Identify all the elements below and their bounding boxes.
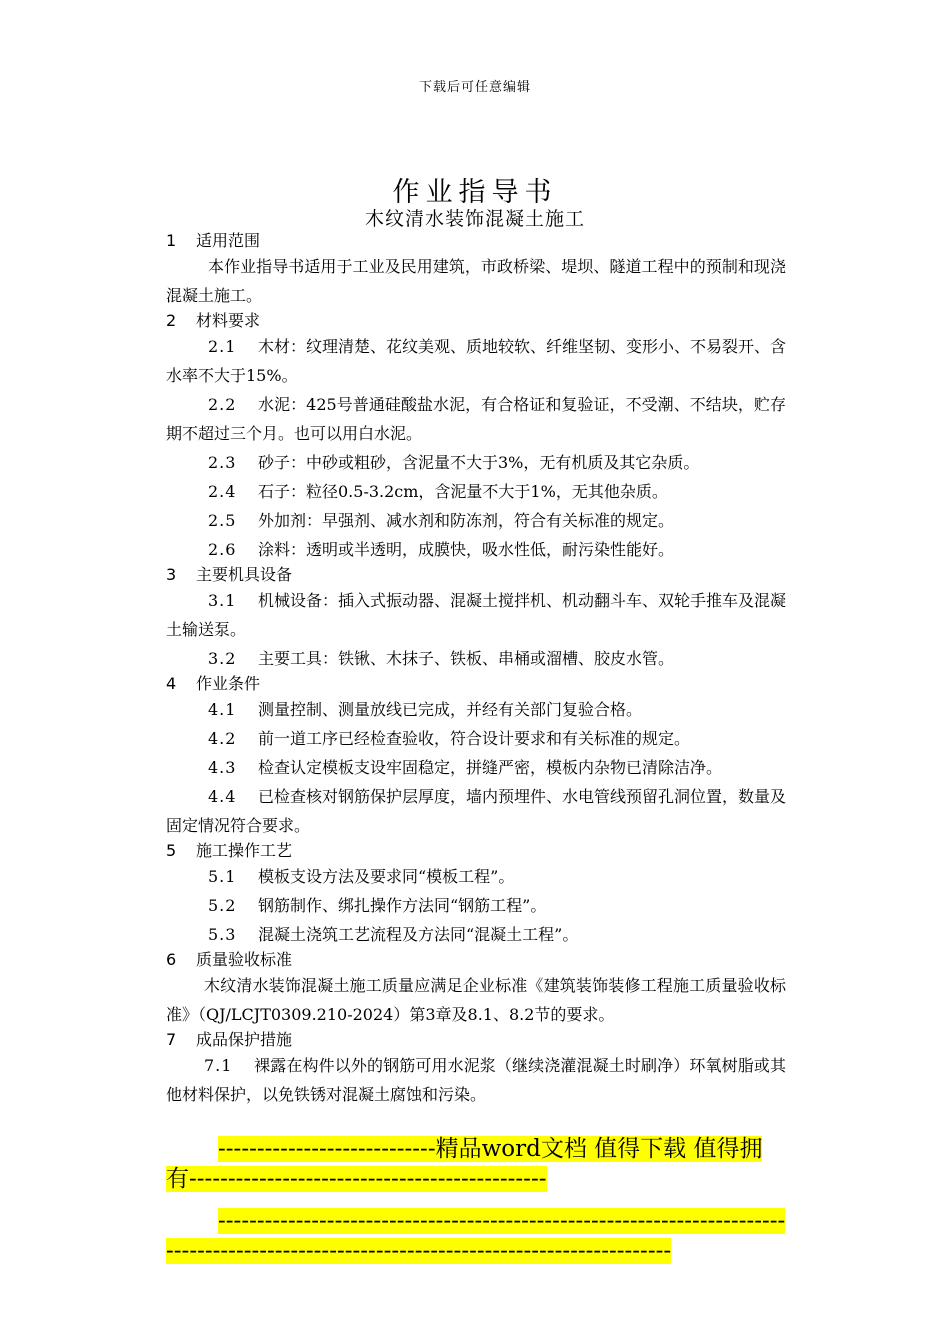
- list-item: [166, 695, 786, 724]
- page-header-note: 下载后可任意编辑: [418, 80, 531, 95]
- section-title: 施工操作工艺: [196, 841, 293, 860]
- item-number: 7.1: [204, 1056, 233, 1075]
- section-number: 6: [166, 950, 177, 969]
- list-item: [166, 332, 786, 390]
- item-text: 涂料：透明或半透明，成膜快，吸水性低，耐污染性能好。: [258, 540, 675, 559]
- section-number: 7: [166, 1030, 177, 1049]
- item-number: 3.1: [208, 591, 237, 610]
- item-text: 检查认定模板支设牢固稳定，拼缝严密，模板内杂物已清除洁净。: [258, 758, 723, 777]
- item-number: 4.1: [208, 700, 237, 719]
- section-number: 5: [166, 841, 177, 860]
- item-number: 2.6: [208, 540, 237, 559]
- item-text: 前一道工序已经检查验收，符合设计要求和有关标准的规定。: [258, 729, 691, 748]
- list-item: [166, 753, 786, 782]
- section-title: 主要机具设备: [196, 565, 293, 584]
- section-number: 2: [166, 311, 177, 330]
- section-title: 适用范围: [196, 231, 261, 250]
- list-item: [166, 586, 786, 644]
- list-item: [166, 506, 786, 535]
- section-heading-conditions: [166, 673, 786, 695]
- section-number: 4: [166, 674, 177, 693]
- section-paragraph: 本作业指导书适用于工业及民用建筑，市政桥梁、堤坝、隧道工程中的预制和现浇混凝土施工。: [166, 257, 786, 305]
- item-text: 水泥：425号普通硅酸盐水泥，有合格证和复验证，不受潮、不结块，贮存期不超过三个月。也可以用白水泥。: [166, 395, 786, 443]
- item-text: 钢筋制作、绑扎操作方法同“钢筋工程”。: [258, 896, 547, 915]
- section-heading-materials: [166, 310, 786, 332]
- section-title: 质量验收标准: [196, 950, 293, 969]
- item-text: 主要工具：铁锹、木抹子、铁板、串桶或溜槽、胶皮水管。: [258, 649, 675, 668]
- list-item: [166, 891, 786, 920]
- section-heading-equipment: [166, 564, 786, 586]
- section-title: 材料要求: [196, 311, 261, 330]
- document-body: [166, 230, 786, 1109]
- item-number: 4.3: [208, 758, 237, 777]
- section-number: 1: [166, 231, 177, 250]
- list-item: [166, 535, 786, 564]
- item-text: 裸露在构件以外的钢筋可用水泥浆（继续浇灌混凝土时刷净）环氧树脂或其他材料保护，以免铁锈对混凝土腐蚀和污染。: [166, 1056, 786, 1104]
- promo-divider: [166, 1206, 786, 1266]
- list-item: [166, 1051, 786, 1109]
- section-number: 3: [166, 565, 177, 584]
- section-heading-process: [166, 840, 786, 862]
- item-number: 3.2: [208, 649, 237, 668]
- item-number: 2.5: [208, 511, 237, 530]
- item-text: 石子：粒径0.5-3.2cm，含泥量不大于1%，无其他杂质。: [258, 482, 668, 501]
- list-item: [166, 448, 786, 477]
- document-title: 作业指导书: [392, 177, 558, 208]
- section-title: 成品保护措施: [196, 1030, 293, 1049]
- list-item: [166, 644, 786, 673]
- item-number: 4.4: [208, 787, 237, 806]
- highlighted-text: ------------------------------------------------------------------------------------------------------------------------------------------: [166, 1208, 786, 1264]
- item-number: 2.1: [208, 337, 237, 356]
- list-item: [166, 477, 786, 506]
- item-number: 5.2: [208, 896, 237, 915]
- list-item: [166, 920, 786, 949]
- item-number: 5.3: [208, 925, 237, 944]
- list-item: [166, 390, 786, 448]
- highlighted-text: ----------------------------精品word文档 值得下载 值得拥有----------------------------------------------: [166, 1136, 763, 1192]
- item-text: 混凝土浇筑工艺流程及方法同“混凝土工程”。: [258, 925, 579, 944]
- item-number: 2.3: [208, 453, 237, 472]
- list-item: [166, 724, 786, 753]
- item-number: 2.4: [208, 482, 237, 501]
- section-heading-quality: [166, 949, 786, 971]
- list-item: [166, 862, 786, 891]
- item-text: 木材：纹理清楚、花纹美观、质地较软、纤维坚韧、变形小、不易裂开、含水率不大于15%。: [166, 337, 787, 385]
- item-text: 砂子：中砂或粗砂，含泥量不大于3%，无有机质及其它杂质。: [258, 453, 700, 472]
- item-text: 已检查核对钢筋保护层厚度，墙内预埋件、水电管线预留孔洞位置，数量及固定情况符合要求。: [166, 787, 787, 835]
- item-text: 外加剂：早强剂、减水剂和防冻剂，符合有关标准的规定。: [258, 511, 675, 530]
- section-title: 作业条件: [196, 674, 261, 693]
- item-number: 5.1: [208, 867, 237, 886]
- item-number: 4.2: [208, 729, 237, 748]
- promo-line: [166, 1134, 786, 1194]
- document-subtitle: 木纹清水装饰混凝土施工: [364, 208, 585, 230]
- list-item: [166, 782, 786, 840]
- item-number: 2.2: [208, 395, 237, 414]
- section-paragraph: 木纹清水装饰混凝土施工质量应满足企业标准《建筑装饰装修工程施工质量验收标准》（QJ/LCJT0309.210-2024）第3章及8.1、8.2节的要求。: [166, 976, 786, 1024]
- promo-footer: [166, 1134, 786, 1266]
- item-text: 模板支设方法及要求同“模板工程”。: [258, 867, 515, 886]
- section-heading-scope: [166, 230, 786, 252]
- section-heading-protection: [166, 1029, 786, 1051]
- item-text: 机械设备：插入式振动器、混凝土搅拌机、机动翻斗车、双轮手推车及混凝土输送泵。: [166, 591, 787, 639]
- item-text: 测量控制、测量放线已完成，并经有关部门复验合格。: [258, 700, 643, 719]
